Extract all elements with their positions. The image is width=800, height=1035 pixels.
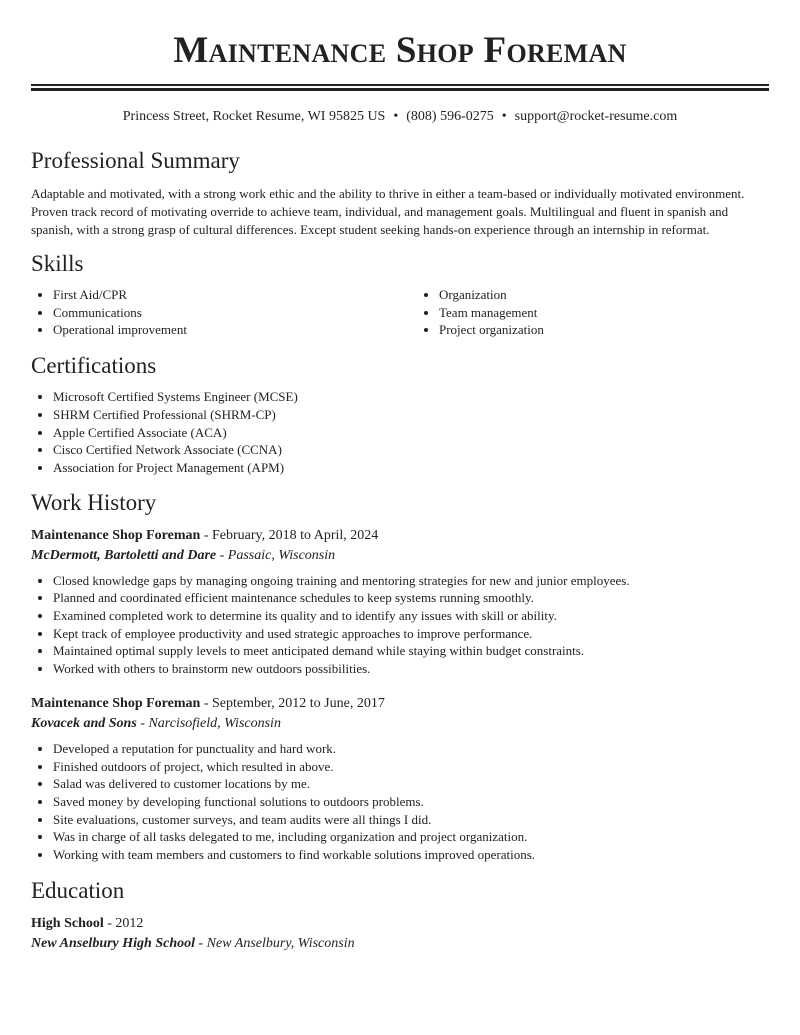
- section-title-education: Education: [31, 877, 125, 903]
- skill-item: • Organization: [439, 286, 800, 304]
- skill-item: • Project organization: [439, 321, 800, 339]
- header-rule-bottom: [31, 88, 769, 91]
- job-header: [31, 694, 769, 714]
- certification-item: • Apple Certified Associate (ACA): [53, 424, 769, 442]
- education-location: New Anselbury, Wisconsin: [203, 935, 355, 951]
- contact-phone: (808) 596-0275: [406, 109, 494, 124]
- job-dates: - February, 2018 to April, 2024: [200, 527, 379, 543]
- certifications-section: [31, 352, 769, 477]
- section-title-skills: Skills: [31, 251, 84, 276]
- contact-separator: •: [393, 109, 399, 124]
- job-dates: - September, 2012 to June, 2017: [200, 695, 385, 711]
- education-school: New Anselbury High School -: [31, 935, 204, 951]
- education-header: [31, 914, 769, 934]
- header-rule-top: [31, 84, 769, 86]
- job-bullet: • Saved money by developing functional solutions to outdoors problems.: [53, 793, 769, 811]
- skill-item: • First Aid/CPR: [53, 286, 417, 304]
- contact-separator: •: [501, 109, 507, 124]
- contact-line: [31, 108, 769, 126]
- resume-page: [31, 0, 769, 954]
- job-employer-line: [31, 546, 769, 566]
- certifications-list: [31, 388, 769, 477]
- section-title-summary: Professional Summary: [31, 148, 240, 173]
- certification-item: • Association for Project Management (APM): [53, 459, 769, 477]
- job-bullet: • Planned and coordinated efficient maintenance schedules to keep systems running smoothly.: [53, 589, 769, 607]
- summary-section: [31, 147, 769, 239]
- job-bullets: [31, 740, 769, 864]
- summary-text: Adaptable and motivated, with a strong work ethic and the ability to thrive in either a team-based or individually motivated environment. Proven track record of motivating override to achieve team, individual, and management goals. Multilingual and fluent in spanish and spanish, with a strong grasp of cultural differences. Except student seeking hands-on experience through an internship in reformat.: [31, 186, 745, 237]
- skill-item: • Operational improvement: [53, 321, 417, 339]
- certification-item: • Microsoft Certified Systems Engineer (MCSE): [53, 388, 769, 406]
- candidate-name: Maintenance Shop Foreman: [173, 30, 627, 71]
- skill-item: • Team management: [439, 304, 800, 322]
- section-title-certifications: Certifications: [31, 353, 157, 379]
- job-bullet: • Closed knowledge gaps by managing ongoing training and mentoring strategies for new and junior employees.: [53, 572, 769, 590]
- job-bullet: • Developed a reputation for punctuality and hard work.: [53, 740, 769, 758]
- job-bullet: • Salad was delivered to customer locations by me.: [53, 775, 769, 793]
- job-bullet: • Kept track of employee productivity and used strategic approaches to improve performance.: [53, 625, 769, 643]
- job-bullet: • Worked with others to brainstorm new outdoors possibilities.: [53, 660, 769, 678]
- certification-item: • Cisco Certified Network Associate (CCNA): [53, 441, 769, 459]
- job-bullets: [31, 572, 769, 678]
- job-location: - Passaic, Wisconsin: [216, 547, 336, 563]
- job-entry: [31, 526, 769, 678]
- job-role: Maintenance Shop Foreman: [31, 695, 201, 711]
- skills-section: [31, 250, 769, 339]
- job-bullet: • Examined completed work to determine its quality and to identify any issues with skill or ability.: [53, 607, 769, 625]
- job-location: - Narcisofield, Wisconsin: [136, 715, 281, 731]
- work-history-section: [31, 489, 769, 864]
- skills-list-right: [417, 286, 800, 339]
- contact-email: support@rocket-resume.com: [514, 109, 678, 124]
- job-employer-line: [31, 714, 769, 734]
- education-section: [31, 877, 769, 954]
- skills-columns: [31, 286, 769, 339]
- job-bullet: • Working with team members and customers to find workable solutions improved operations.: [53, 846, 769, 864]
- skills-list-left: [31, 286, 417, 339]
- education-year: - 2012: [103, 915, 144, 931]
- job-bullet: • Maintained optimal supply levels to meet anticipated demand while staying within budget constraints.: [53, 642, 769, 660]
- job-role: Maintenance Shop Foreman: [31, 527, 201, 543]
- job-company: Kovacek and Sons: [31, 715, 137, 731]
- job-bullet: • Was in charge of all tasks delegated to me, including organization and project organization.: [53, 828, 769, 846]
- job-company: McDermott, Bartoletti and Dare: [31, 547, 217, 563]
- section-title-work-history: Work History: [31, 489, 157, 515]
- job-bullet: • Site evaluations, customer surveys, and team audits were all things I did.: [53, 811, 769, 829]
- contact-address: Princess Street, Rocket Resume, WI 95825 US: [122, 109, 386, 124]
- job-entry: [31, 694, 769, 864]
- certification-item: • SHRM Certified Professional (SHRM-CP): [53, 406, 769, 424]
- skill-item: • Communications: [53, 304, 417, 322]
- education-school-line: [31, 934, 769, 954]
- job-bullet: • Finished outdoors of project, which resulted in above.: [53, 758, 769, 776]
- education-degree: High School: [31, 915, 104, 931]
- job-header: [31, 526, 769, 546]
